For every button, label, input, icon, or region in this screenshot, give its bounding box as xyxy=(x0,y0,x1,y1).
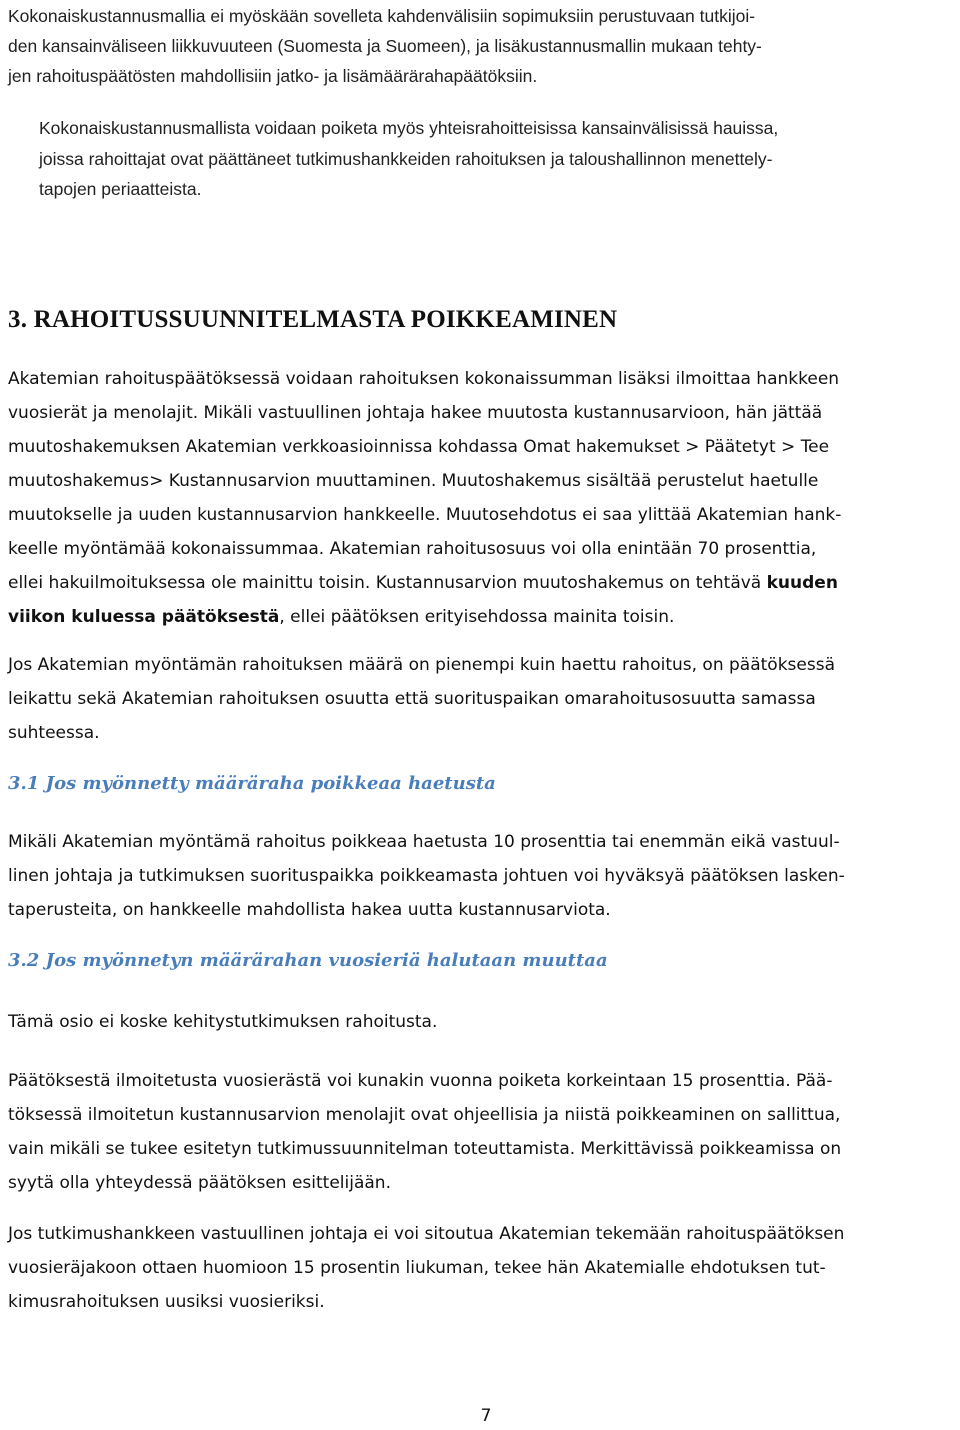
text-line: , ellei päätöksen erityisehdossa mainita toisin. xyxy=(279,607,675,627)
text-line: Mikäli Akatemian myöntämä rahoitus poikkeaa haetusta 10 prosenttia tai enemmän eikä vastuul- xyxy=(8,832,840,852)
text-line: kimusrahoituksen uusiksi vuosieriksi. xyxy=(8,1292,325,1312)
text-line: vuosierät ja menolajit. Mikäli vastuullinen johtaja hakee muutosta kustannusarvioon, hän jättää xyxy=(8,403,823,423)
bold-text: viikon kuluessa päätöksestä xyxy=(8,607,280,627)
section-3-2-paragraph-3 xyxy=(8,1217,958,1319)
text-line: Kokonaiskustannusmallia ei myöskään sovelleta kahdenvälisiin sopimuksiin perustuvaan tutkijoi- xyxy=(8,6,756,26)
text-line: töksessä ilmoitetun kustannusarvion menolajit ovat ohjeellisia ja niistä poikkeaminen on sallittua, xyxy=(8,1105,841,1125)
section-3-2-heading: 3.2 Jos myönnetyn määrärahan vuosieriä halutaan muuttaa xyxy=(8,950,608,971)
intro-paragraph-2 xyxy=(39,113,957,205)
text-line: den kansainväliseen liikkuvuuteen (Suomesta ja Suomeen), ja lisäkustannusmallin mukaan tehty- xyxy=(8,36,762,56)
section-3-1-heading: 3.1 Jos myönnetty määräraha poikkeaa haetusta xyxy=(8,773,496,794)
text-line: leikattu sekä Akatemian rahoituksen osuutta että suorituspaikan omarahoitusosuutta samassa xyxy=(8,689,816,709)
text-line: jen rahoituspäätösten mahdollisiin jatko- ja lisämäärärahapäätöksiin. xyxy=(8,66,538,86)
section-3-paragraph-1 xyxy=(8,362,958,634)
section-3-1-paragraph xyxy=(8,825,958,927)
page-number: 7 xyxy=(480,1406,492,1426)
text-line: Jos tutkimushankkeen vastuullinen johtaja ei voi sitoutua Akatemian tekemään rahoituspäätöksen xyxy=(8,1224,845,1244)
bold-text: kuuden xyxy=(766,573,838,593)
text-line: taperusteita, on hankkeelle mahdollista hakea uutta kustannusarviota. xyxy=(8,900,611,920)
text-line: Jos Akatemian myöntämän rahoituksen määrä on pienempi kuin haettu rahoitus, on päätöksessä xyxy=(8,655,835,675)
text-line: tapojen periaatteista. xyxy=(39,179,202,199)
section-3-paragraph-2 xyxy=(8,648,958,750)
text-line: Kokonaiskustannusmallista voidaan poiketa myös yhteisrahoitteisissa kansainvälisissä hauissa, xyxy=(39,118,779,138)
section-3-2-paragraph-1: Tämä osio ei koske kehitystutkimuksen rahoitusta. xyxy=(8,1012,438,1032)
text-line: linen johtaja ja tutkimuksen suorituspaikka poikkeamasta johtuen voi hyväksyä päätöksen lasken- xyxy=(8,866,845,886)
text-line: ellei hakuilmoituksessa ole mainittu toisin. Kustannusarvion muutoshakemus on tehtävä xyxy=(8,573,767,593)
intro-paragraph xyxy=(8,1,958,91)
text-line: vain mikäli se tukee esitetyn tutkimussuunnitelman toteuttamista. Merkittävissä poikkeamissa on xyxy=(8,1139,842,1159)
text-line: muutokselle ja uuden kustannusarvion hankkeelle. Muutosehdotus ei saa ylittää Akatemian hank- xyxy=(8,505,842,525)
text-line: syytä olla yhteydessä päätöksen esittelijään. xyxy=(8,1173,391,1193)
text-line: joissa rahoittajat ovat päättäneet tutkimushankkeiden rahoituksen ja taloushallinnon menettely- xyxy=(39,148,773,169)
text-line: suhteessa. xyxy=(8,723,100,743)
text-line: Päätöksestä ilmoitetusta vuosierästä voi kunakin vuonna poiketa korkeintaan 15 prosenttia. Pää- xyxy=(8,1071,833,1091)
section-3-heading: 3. RAHOITUSSUUNNITELMASTA POIKKEAMINEN xyxy=(8,306,618,333)
text-line: keelle myöntämää kokonaissummaa. Akatemian rahoitusosuus voi olla enintään 70 prosenttia, xyxy=(8,539,817,559)
text-line: muutoshakemus> Kustannusarvion muuttaminen. Muutoshakemus sisältää perustelut haetulle xyxy=(8,471,819,491)
text-line: muutoshakemuksen Akatemian verkkoasioinnissa kohdassa Omat hakemukset > Päätetyt > Tee xyxy=(8,437,830,457)
text-line: vuosieräjakoon ottaen huomioon 15 prosentin liukuman, tekee hän Akatemialle ehdotuksen tut- xyxy=(8,1258,826,1278)
section-3-2-paragraph-2 xyxy=(8,1064,958,1200)
text-line: Akatemian rahoituspäätöksessä voidaan rahoituksen kokonaissumman lisäksi ilmoittaa hankkeen xyxy=(8,369,840,389)
